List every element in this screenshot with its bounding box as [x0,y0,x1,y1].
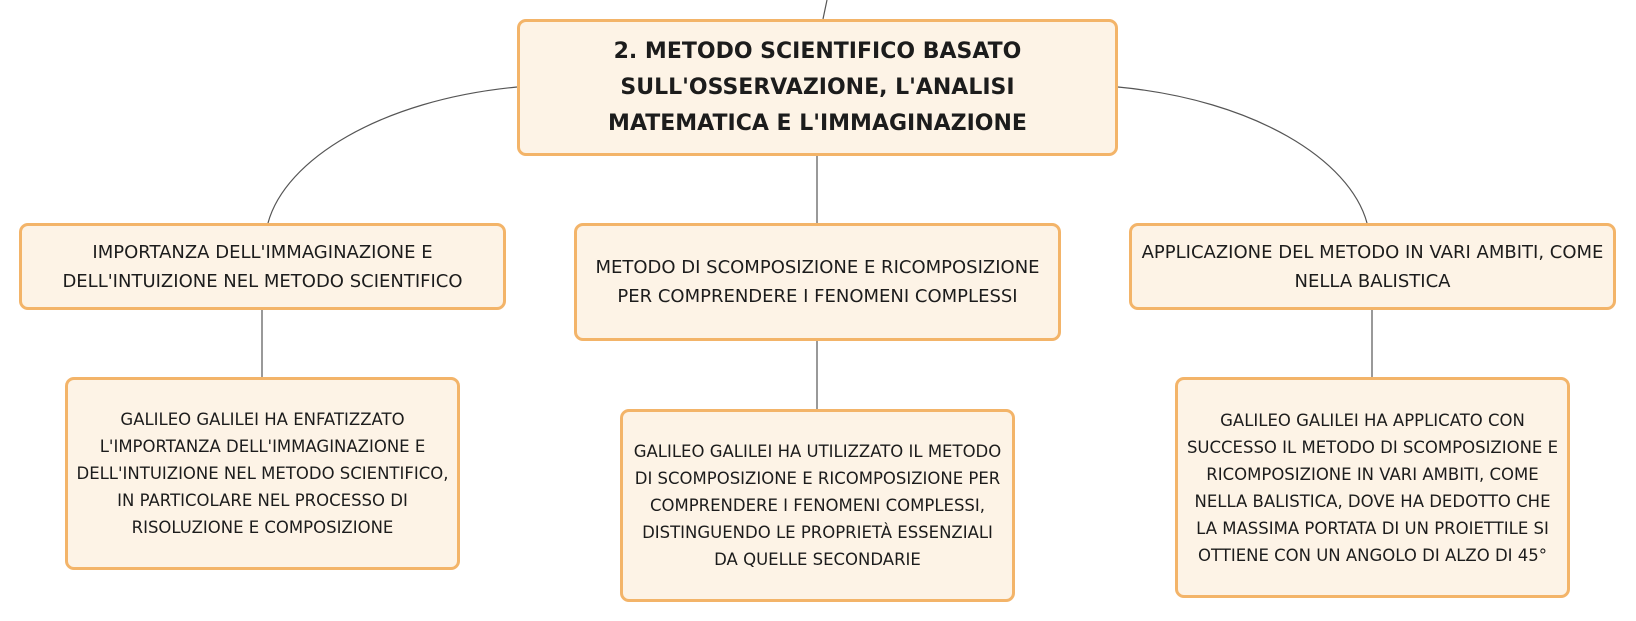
detail-node-imagination[interactable] [65,377,460,570]
connector-root-to-left-branch [268,87,517,223]
branch-node-decomposition[interactable] [574,223,1061,341]
detail-node-text: GALILEO GALILEI HA UTILIZZATO IL METODO DI SCOMPOSIZIONE E RICOMPOSIZIONE PER COMPRENDERE I FENOMENI COMPLESSI, DISTINGUENDO LE PROPRIETÀ ESSENZIALI DA QUELLE SECONDARIE [633,442,1002,569]
root-topic-node[interactable] [517,19,1118,156]
detail-node-decomposition[interactable] [620,409,1015,602]
root-topic-text: 2. METODO SCIENTIFICO BASATO SULL'OSSERVAZIONE, L'ANALISI MATEMATICA E L'IMMAGINAZIONE [608,38,1027,136]
detail-node-text: GALILEO GALILEI HA APPLICATO CON SUCCESSO IL METODO DI SCOMPOSIZIONE E RICOMPOSIZIONE IN VARI AMBITI, COME NELLA BALISTICA, DOVE HA DEDOTTO CHE LA MASSIMA PORTATA DI UN PROIETTILE SI OTTIENE CON UN ANGOLO DI ALZO DI 45° [1186,410,1559,565]
detail-node-application[interactable] [1175,377,1570,598]
branch-node-imagination[interactable] [19,223,506,310]
connector-incoming-root [823,0,827,19]
branch-node-text: METODO DI SCOMPOSIZIONE E RICOMPOSIZIONE PER COMPRENDERE I FENOMENI COMPLESSI [595,257,1040,307]
connector-root-to-right-branch [1118,87,1367,223]
branch-node-text: APPLICAZIONE DEL METODO IN VARI AMBITI, COME NELLA BALISTICA [1141,241,1604,292]
detail-node-text: GALILEO GALILEI HA ENFATIZZATO L'IMPORTANZA DELL'IMMAGINAZIONE E DELL'INTUIZIONE NEL METODO SCIENTIFICO, IN PARTICOLARE NEL PROCESSO DI RISOLUZIONE E COMPOSIZIONE [76,410,449,537]
branch-node-text: IMPORTANZA DELL'IMMAGINAZIONE E DELL'INTUIZIONE NEL METODO SCIENTIFICO [62,241,463,292]
branch-node-application[interactable] [1129,223,1616,310]
